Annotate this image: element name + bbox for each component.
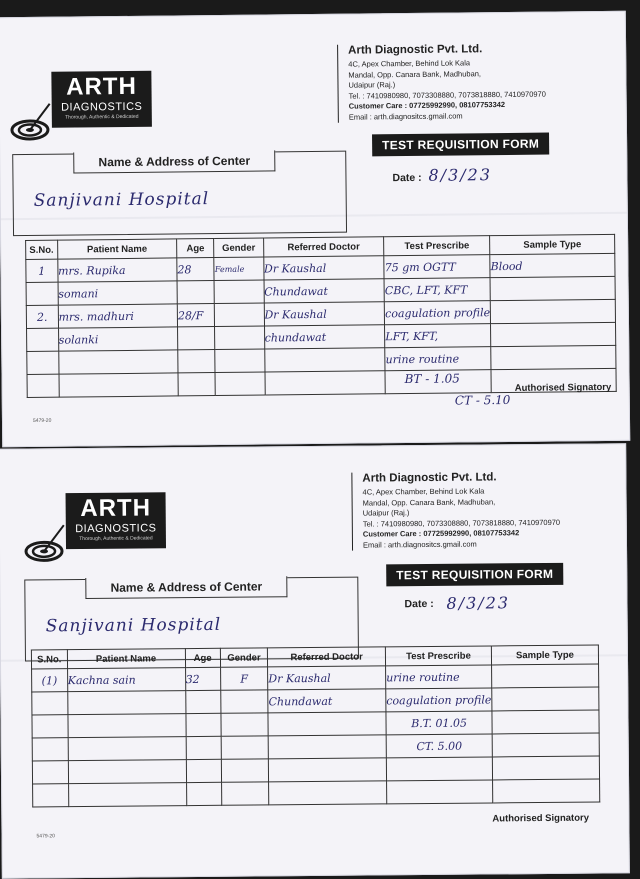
company-customer-care: Customer Care : 07725992990, 08107753342	[348, 99, 506, 111]
cell-test-prescribe: LFT, KFT,	[385, 324, 491, 348]
cell-patient-name: somani	[58, 281, 178, 305]
cell-patient-name	[68, 760, 186, 784]
cell-referred-doctor: chundawat	[264, 325, 385, 349]
cell-patient-name	[58, 350, 178, 374]
cell-test-prescribe: coagulation profile	[385, 301, 491, 325]
cell-age	[185, 713, 221, 736]
cell-gender	[215, 303, 264, 327]
date-value: 8/3/23	[446, 593, 511, 613]
company-info	[337, 42, 619, 123]
patient-table	[25, 234, 617, 398]
cell-test-prescribe: CBC, LFT, KFT	[384, 278, 490, 302]
cell-gender	[215, 349, 264, 373]
cell-sample-type	[492, 664, 599, 688]
column-header: Test Prescribe	[384, 236, 490, 256]
cell-sample-type	[493, 779, 600, 803]
cell-patient-name: Kachna sain	[67, 668, 185, 692]
column-header: Sample Type	[491, 645, 598, 665]
logo-tagline: Thorough, Authentic & Dedicated	[65, 113, 139, 121]
company-email: Email : arth.diagnositcs.gmail.com	[348, 110, 463, 122]
center-label: Name & Address of Center	[85, 576, 287, 599]
cell-age	[186, 759, 222, 782]
cell-patient-name	[67, 691, 185, 715]
logo-sub-text: DIAGNOSTICS	[60, 100, 143, 114]
company-address-line: Udaipur (Raj.)	[348, 80, 396, 90]
cell-gender	[215, 326, 264, 350]
cell-sample-type	[491, 345, 616, 369]
center-box	[12, 151, 347, 236]
logo-tagline: Thorough, Authentic & Dedicated	[79, 535, 153, 543]
column-header: Referred Doctor	[263, 237, 384, 257]
company-info	[351, 470, 630, 550]
cell-age: 28	[177, 258, 215, 281]
cell-age	[185, 690, 221, 713]
cell-test-prescribe	[387, 780, 493, 804]
handwritten-note: BT - 1.05	[404, 371, 460, 387]
arth-logo	[9, 71, 160, 153]
cell-gender	[221, 690, 269, 713]
cell-sno	[32, 738, 68, 761]
cell-referred-doctor: Dr Kaushal	[268, 666, 386, 690]
cell-sno	[27, 374, 59, 397]
cell-patient-name	[59, 373, 179, 397]
cell-gender	[221, 736, 269, 759]
company-phone: Tel. : 7410980980, 7073308880, 7073818880, 7410970970	[362, 517, 561, 529]
cell-sample-type	[490, 276, 615, 300]
authorised-signatory: Authorised Signatory	[514, 381, 612, 394]
cell-patient-name	[68, 714, 186, 738]
cell-gender: F	[220, 667, 268, 690]
cell-sno: 1	[26, 259, 58, 282]
table-row	[33, 779, 600, 807]
center-value: Sanjivani Hospital	[45, 614, 222, 637]
cell-referred-doctor	[265, 371, 386, 395]
requisition-form-2	[0, 443, 630, 878]
cell-referred-doctor: Dr Kaushal	[264, 302, 385, 326]
cell-referred-doctor: Chundawat	[264, 279, 385, 303]
cell-sample-type	[492, 687, 599, 711]
cell-test-prescribe	[386, 757, 492, 781]
target-logo-icon	[24, 521, 68, 565]
company-name: Arth Diagnostic Pvt. Ltd.	[362, 471, 497, 485]
date-label: Date :	[404, 597, 434, 611]
company-address-line: Mandal, Opp. Canara Bank, Madhuban,	[348, 68, 482, 80]
cell-sno	[32, 692, 68, 715]
logo-sub-text: DIAGNOSTICS	[75, 522, 157, 536]
cell-referred-doctor	[268, 712, 386, 736]
cell-sample-type	[492, 733, 599, 757]
column-header: Test Prescribe	[385, 646, 491, 666]
form-title: TEST REQUISITION FORM	[386, 563, 563, 587]
cell-sno	[26, 282, 58, 305]
company-address-line: 4C, Apex Chamber, Behind Lok Kala	[362, 486, 485, 497]
cell-age	[186, 736, 222, 759]
column-header: S.No.	[26, 240, 58, 259]
arth-logo	[24, 492, 175, 573]
company-phone: Tel. : 7410980980, 7073308880, 7073818880, 7410970970	[348, 89, 546, 101]
column-header: Referred Doctor	[268, 647, 386, 667]
cell-referred-doctor	[268, 735, 386, 759]
cell-sno: 2.	[26, 305, 58, 328]
cell-sno	[27, 351, 59, 374]
cell-gender	[214, 280, 263, 304]
cell-referred-doctor	[264, 348, 385, 372]
cell-sample-type	[490, 299, 615, 323]
cell-sno	[33, 784, 69, 807]
company-address-line: Udaipur (Raj.)	[362, 508, 410, 518]
cell-gender: Female	[214, 257, 263, 281]
center-value: Sanjivani Hospital	[33, 189, 210, 211]
cell-patient-name: mrs. madhuri	[58, 304, 178, 328]
cell-referred-doctor	[269, 781, 387, 805]
cell-age	[186, 782, 222, 805]
cell-patient-name	[68, 737, 186, 761]
cell-test-prescribe: CT. 5.00	[386, 734, 492, 758]
cell-sample-type	[492, 710, 599, 734]
cell-test-prescribe: 75 gm OGTT	[384, 255, 490, 279]
column-header: Patient Name	[67, 649, 185, 669]
company-name: Arth Diagnostic Pvt. Ltd.	[348, 43, 483, 57]
cell-age	[178, 350, 216, 373]
cell-sno: (1)	[32, 669, 68, 692]
company-address-line: 4C, Apex Chamber, Behind Lok Kala	[348, 58, 471, 69]
handwritten-note: CT - 5.10	[454, 392, 511, 408]
patient-table	[31, 645, 600, 808]
column-header: Age	[185, 648, 220, 667]
company-address-line: Mandal, Opp. Canara Bank, Madhuban,	[362, 496, 496, 508]
cell-patient-name: solanki	[58, 327, 178, 351]
cell-patient-name: mrs. Rupika	[57, 258, 177, 282]
cell-sno	[27, 328, 59, 351]
date-label: Date :	[392, 171, 422, 185]
column-header: Patient Name	[57, 239, 177, 259]
cell-patient-name	[68, 783, 186, 807]
cell-test-prescribe: urine routine	[386, 665, 492, 689]
cell-gender	[221, 713, 269, 736]
cell-referred-doctor: Chundawat	[268, 689, 386, 713]
authorised-signatory: Authorised Signatory	[492, 812, 590, 825]
center-label: Name & Address of Center	[73, 150, 275, 173]
cell-sno	[32, 761, 68, 784]
column-header: S.No.	[31, 650, 67, 669]
cell-test-prescribe: urine routine	[385, 347, 491, 371]
cell-referred-doctor	[269, 758, 387, 782]
cell-referred-doctor: Dr Kaushal	[263, 256, 384, 280]
form-code: 5479-20	[32, 417, 52, 424]
column-header: Gender	[214, 238, 263, 258]
column-header: Sample Type	[490, 234, 615, 254]
company-email: Email : arth.diagnositcs.gmail.com	[362, 539, 477, 550]
cell-age	[178, 373, 216, 396]
cell-sno	[32, 715, 68, 738]
logo-main-text: ARTH	[80, 494, 152, 523]
requisition-form-1	[0, 11, 630, 448]
cell-gender	[221, 782, 269, 805]
form-code: 5479-20	[36, 833, 55, 840]
cell-sample-type	[492, 756, 599, 780]
cell-age	[178, 327, 216, 350]
company-customer-care: Customer Care : 07725992990, 08107753342	[362, 528, 520, 539]
form-title: TEST REQUISITION FORM	[372, 133, 549, 157]
date-value: 8/3/23	[428, 165, 493, 185]
cell-gender	[215, 372, 264, 396]
column-header: Gender	[220, 648, 268, 667]
cell-test-prescribe: coagulation profile	[386, 688, 492, 712]
cell-sample-type	[491, 322, 616, 346]
logo-main-text: ARTH	[66, 72, 137, 101]
column-header: Age	[177, 239, 215, 258]
cell-age: 32	[185, 667, 221, 690]
target-logo-icon	[10, 100, 54, 144]
cell-age: 28/F	[177, 304, 215, 327]
cell-test-prescribe: B.T. 01.05	[386, 711, 492, 735]
cell-sample-type: Blood	[490, 253, 615, 277]
cell-gender	[221, 759, 269, 782]
cell-age	[177, 281, 215, 304]
